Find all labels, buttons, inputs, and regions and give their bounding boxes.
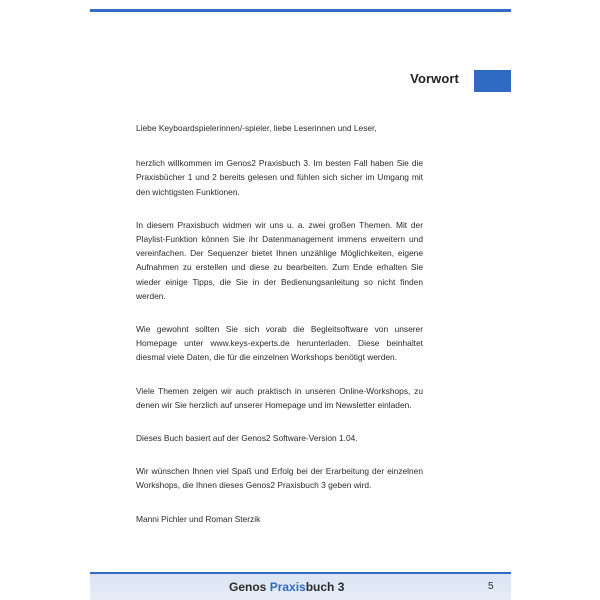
footer-title-prefix: Genos xyxy=(229,580,270,594)
salutation: Liebe Keyboardspielerinnen/-spieler, liebe Leserinnen und Leser, xyxy=(136,123,377,133)
paragraph-workshops: Viele Themen zeigen wir auch praktisch in unseren Online-Workshops, zu denen wir Sie herzlich auf unserer Homepage und im Newsletter einladen. xyxy=(136,385,423,410)
chapter-marker-block xyxy=(474,70,511,92)
chapter-heading-row xyxy=(90,70,511,92)
body-text xyxy=(136,121,423,526)
top-rule xyxy=(90,9,511,12)
paragraph-version: Dieses Buch basiert auf der Genos2 Software-Version 1.04. xyxy=(136,433,358,444)
footer-title-suffix: buch 3 xyxy=(305,580,345,594)
paragraph-software: Wie gewohnt sollten Sie sich vorab die Begleitsoftware von unserer Homepage unter www.keys-experts.de herunterladen. Diese beinhaltet diesmal viele Daten, die für die einzelnen Workshops benötigt werden. xyxy=(136,324,423,363)
signature: Manni Pichler und Roman Sterzik xyxy=(136,513,261,524)
paragraph-welcome: herzlich willkommen im Genos2 Praxisbuch 3. Im besten Fall haben Sie die Praxisbücher 1 und 2 bereits gelesen und fühlen sich sicher im Umgang mit den wichtigsten Funktionen. xyxy=(136,158,423,197)
footer-book-title xyxy=(229,580,344,594)
chapter-title: Vorwort xyxy=(410,71,459,86)
footer-title-accent: Praxis xyxy=(269,580,306,594)
page-number: 5 xyxy=(488,581,494,592)
paragraph-topics: In diesem Praxisbuch widmen wir uns u. a. zwei großen Themen. Mit der Playlist-Funktion können Sie ihr Datenmanagement immens erweitern und vereinfachen. Der Sequenzer bietet Ihnen unzählige Möglichkeiten, eigene Aufnahmen zu erstellen und diese zu bearbeiten. Zum Ende erhalten Sie wieder einige Tipps, die Sie in der Bedienungsanleitung so nicht finden werden. xyxy=(136,219,423,301)
footer-rule xyxy=(90,572,511,574)
paragraph-wishes: Wir wünschen Ihnen viel Spaß und Erfolg bei der Erarbeitung der einzelnen Workshops, die Ihnen dieses Genos2 Praxisbuch 3 geben wird. xyxy=(136,466,423,491)
